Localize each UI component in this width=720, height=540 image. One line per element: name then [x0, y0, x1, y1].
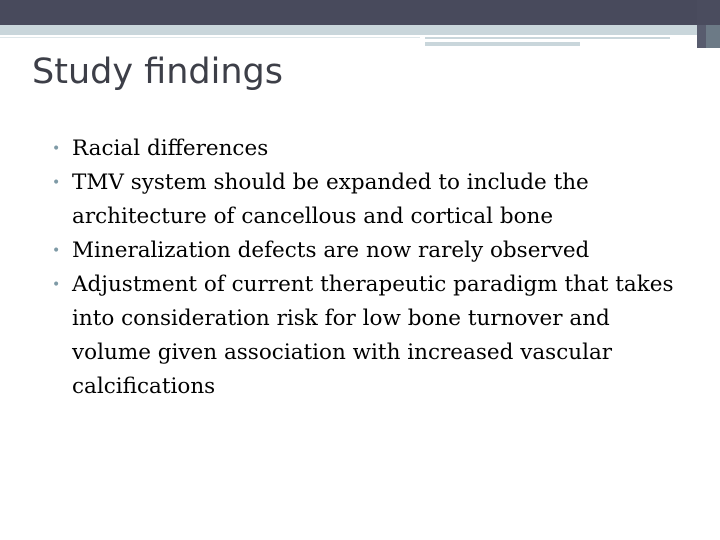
- header-rule-left: [0, 37, 420, 38]
- bullet-item: [52, 234, 692, 268]
- header-rule-right: [425, 37, 670, 39]
- bullet-text: TMV system should be expanded to include the architecture of cancellous and cortical bone: [72, 170, 589, 229]
- bullet-marker: •: [52, 141, 61, 157]
- bullet-item: [52, 166, 692, 234]
- header-bar: [0, 0, 720, 25]
- bullet-item: [52, 268, 692, 404]
- bullet-item: [52, 132, 692, 166]
- bullet-text: Adjustment of current therapeutic paradigm that takes into consideration risk for low bone turnover and volume given association with increased vascular calcifications: [72, 272, 674, 399]
- bullet-text: Mineralization defects are now rarely observed: [72, 238, 590, 263]
- bullet-list: [52, 132, 692, 404]
- slide-title: Study findings: [32, 52, 283, 92]
- bullet-text: Racial differences: [72, 136, 269, 161]
- header-bar-segment: [688, 0, 694, 25]
- header-corner-accent: [706, 25, 720, 48]
- bullet-marker: •: [52, 277, 61, 293]
- header-rule-right-short: [425, 42, 580, 46]
- header-corner-strip: [697, 25, 706, 48]
- bullet-marker: •: [52, 175, 61, 191]
- header-band: [0, 25, 697, 35]
- bullet-marker: •: [52, 243, 61, 259]
